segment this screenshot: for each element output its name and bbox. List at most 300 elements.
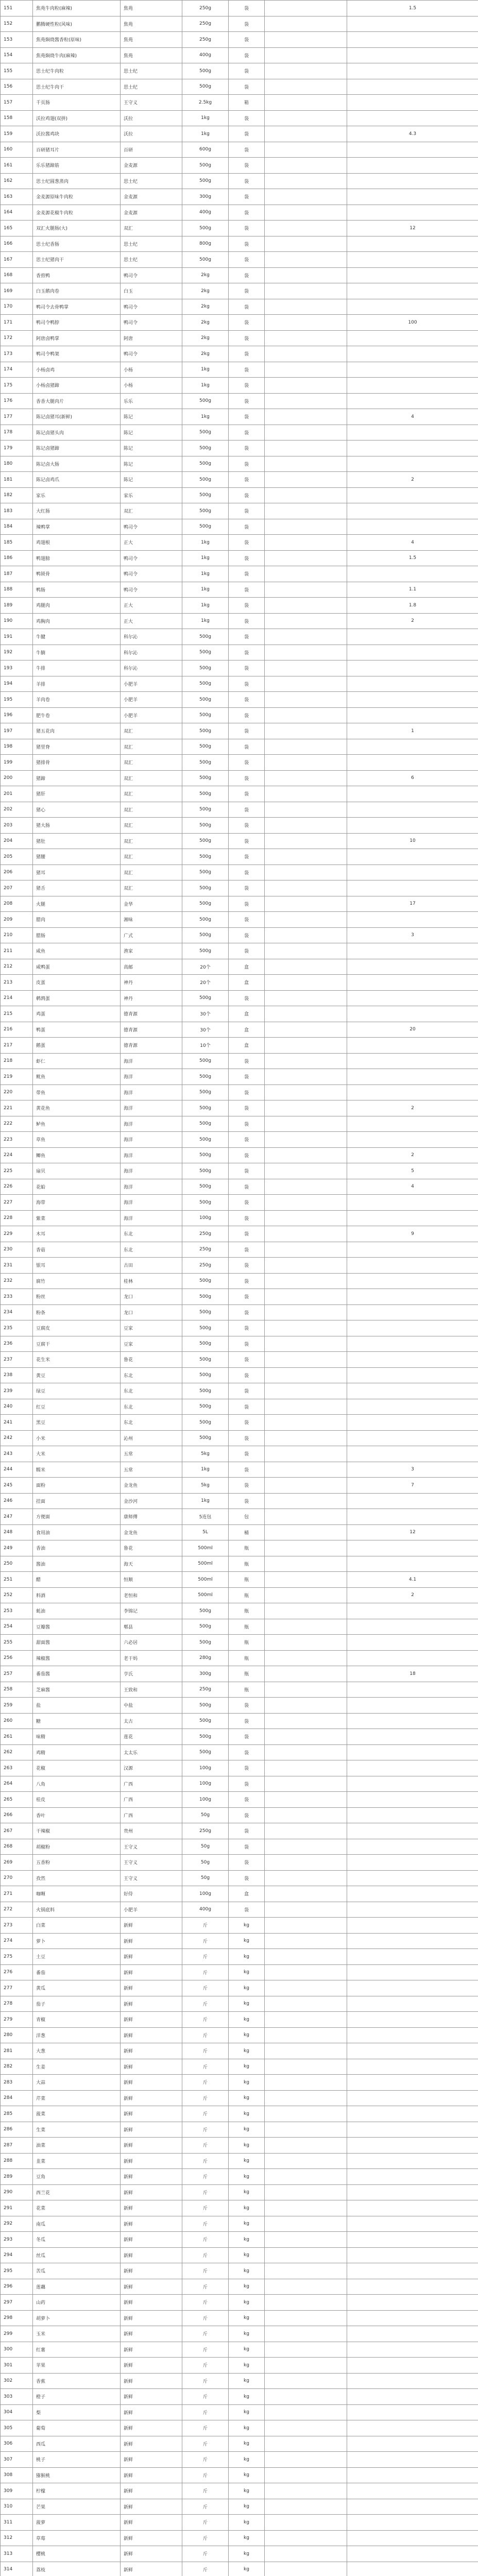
item-qty [265, 79, 347, 95]
item-brand: 新鲜 [121, 2310, 182, 2326]
table-row [1, 1996, 478, 2012]
item-qty [265, 770, 347, 786]
item-unit: 箱 [229, 95, 265, 111]
row-number: 298 [1, 2310, 33, 2326]
row-number: 188 [1, 582, 33, 598]
item-note: 12 [347, 221, 478, 236]
item-brand: 金麦源 [121, 205, 182, 221]
item-spec: 2kg [182, 346, 229, 362]
item-unit: 袋 [229, 158, 265, 174]
item-note [347, 1619, 478, 1635]
item-qty [265, 2452, 347, 2468]
table-row [1, 16, 478, 32]
item-note [347, 189, 478, 205]
row-number: 308 [1, 2467, 33, 2483]
item-name: 西兰花 [33, 2184, 121, 2200]
item-qty [265, 676, 347, 692]
item-name: 银耳 [33, 1258, 121, 1274]
item-spec: 500g [182, 158, 229, 174]
item-brand: 太古 [121, 1713, 182, 1729]
item-brand: 家乐 [121, 487, 182, 503]
item-spec: 280g [182, 1650, 229, 1666]
item-spec: 斤 [182, 2420, 229, 2436]
item-unit: kg [229, 2247, 265, 2263]
item-qty [265, 2483, 347, 2499]
item-brand: 新鲜 [121, 2515, 182, 2531]
item-name: 南瓜 [33, 2216, 121, 2232]
item-name: 猪腰 [33, 849, 121, 865]
item-qty [265, 2515, 347, 2531]
table-row [1, 425, 478, 440]
table-row [1, 2295, 478, 2311]
item-note [347, 676, 478, 692]
item-qty [265, 1996, 347, 2012]
item-spec: 500g [182, 1383, 229, 1399]
item-note [347, 2263, 478, 2279]
table-row [1, 1415, 478, 1431]
item-name: 冬瓜 [33, 2232, 121, 2248]
item-brand: 新鲜 [121, 2342, 182, 2358]
item-brand: 神丹 [121, 975, 182, 991]
item-qty [265, 409, 347, 425]
item-qty [265, 535, 347, 551]
item-brand: 豆家 [121, 1336, 182, 1352]
table-row [1, 330, 478, 346]
item-brand: 阿唐 [121, 330, 182, 346]
item-brand: 小肥羊 [121, 1902, 182, 1918]
item-name: 鸭司令去骨鸭掌 [33, 299, 121, 315]
item-note: 2 [347, 1100, 478, 1116]
item-unit: kg [229, 2436, 265, 2452]
item-brand: 双汇 [121, 221, 182, 236]
table-row [1, 299, 478, 315]
item-qty [265, 299, 347, 315]
table-row [1, 912, 478, 928]
row-number: 223 [1, 1132, 33, 1148]
item-unit: 袋 [229, 1478, 265, 1494]
item-spec: 50g [182, 1839, 229, 1855]
item-spec: 1kg [182, 110, 229, 126]
item-unit: 瓶 [229, 1635, 265, 1651]
item-note [347, 1635, 478, 1651]
row-number: 260 [1, 1713, 33, 1729]
row-number: 262 [1, 1744, 33, 1760]
table-row [1, 1493, 478, 1509]
item-qty [265, 267, 347, 283]
table-row [1, 786, 478, 802]
item-spec: 500g [182, 755, 229, 771]
item-unit: 袋 [229, 629, 265, 645]
item-note: 2 [347, 1587, 478, 1603]
table-row [1, 1823, 478, 1839]
item-qty [265, 645, 347, 660]
table-row [1, 1478, 478, 1494]
table-row [1, 393, 478, 409]
item-spec: 500g [182, 802, 229, 818]
table-row [1, 1446, 478, 1462]
item-unit: 袋 [229, 1462, 265, 1478]
item-name: 猪蹄 [33, 770, 121, 786]
row-number: 167 [1, 252, 33, 268]
item-brand: 双汇 [121, 786, 182, 802]
table-row [1, 32, 478, 48]
item-brand: 恒顺 [121, 1572, 182, 1588]
item-name: 鹌鹑蛋 [33, 990, 121, 1006]
item-qty [265, 1839, 347, 1855]
item-spec: 斤 [182, 2043, 229, 2059]
table-row [1, 1258, 478, 1274]
row-number: 291 [1, 2200, 33, 2216]
item-spec: 250g [182, 32, 229, 48]
row-number: 192 [1, 645, 33, 660]
item-spec: 500g [182, 1399, 229, 1415]
item-qty [265, 1666, 347, 1682]
item-name: 鸡蛋 [33, 1006, 121, 1022]
item-spec: 斤 [182, 2106, 229, 2122]
table-row [1, 880, 478, 896]
item-spec: 500g [182, 173, 229, 189]
table-row [1, 189, 478, 205]
item-unit: kg [229, 2310, 265, 2326]
item-brand: 新鲜 [121, 2012, 182, 2028]
table-row [1, 1226, 478, 1242]
item-qty [265, 1430, 347, 1446]
item-spec: 500g [182, 1619, 229, 1635]
item-spec: 500g [182, 1069, 229, 1085]
item-name: 肥牛卷 [33, 707, 121, 723]
item-unit: 袋 [229, 126, 265, 142]
item-qty [265, 1933, 347, 1949]
item-name: 八角 [33, 1776, 121, 1792]
item-qty [265, 1242, 347, 1258]
item-name: 鹏腾硬性粒(风味) [33, 16, 121, 32]
item-note [347, 2515, 478, 2531]
item-brand: 新鲜 [121, 2106, 182, 2122]
row-number: 230 [1, 1242, 33, 1258]
row-number: 270 [1, 1870, 33, 1886]
row-number: 253 [1, 1603, 33, 1619]
item-brand: 双汇 [121, 802, 182, 818]
item-brand: 海洋 [121, 1100, 182, 1116]
item-qty [265, 660, 347, 676]
item-qty [265, 1116, 347, 1132]
item-spec: 斤 [182, 2153, 229, 2169]
item-qty [265, 1572, 347, 1588]
item-qty [265, 2232, 347, 2248]
row-number: 292 [1, 2216, 33, 2232]
row-number: 304 [1, 2404, 33, 2420]
table-row [1, 629, 478, 645]
item-unit: 袋 [229, 1415, 265, 1431]
item-note [347, 943, 478, 959]
table-row [1, 487, 478, 503]
item-name: 鱿鱼 [33, 1069, 121, 1085]
item-note [347, 707, 478, 723]
item-note [347, 2295, 478, 2311]
item-note [347, 205, 478, 221]
item-spec: 500g [182, 1304, 229, 1320]
item-note [347, 2027, 478, 2043]
item-spec: 100g [182, 1886, 229, 1902]
row-number: 196 [1, 707, 33, 723]
item-qty [265, 2499, 347, 2515]
item-brand: 王守义 [121, 95, 182, 111]
row-number: 205 [1, 849, 33, 865]
item-name: 木耳 [33, 1226, 121, 1242]
item-brand: 鸭司令 [121, 566, 182, 582]
item-qty [265, 1855, 347, 1871]
row-number: 240 [1, 1399, 33, 1415]
row-number: 305 [1, 2420, 33, 2436]
item-name: 苦瓜 [33, 2263, 121, 2279]
row-number: 261 [1, 1729, 33, 1745]
item-spec: 斤 [182, 2546, 229, 2562]
item-note: 4.3 [347, 126, 478, 142]
item-brand: 新鲜 [121, 2373, 182, 2389]
item-unit: 袋 [229, 849, 265, 865]
row-number: 169 [1, 283, 33, 299]
table-row [1, 221, 478, 236]
item-spec: 800g [182, 236, 229, 252]
item-spec: 500g [182, 943, 229, 959]
item-name: 火腿 [33, 896, 121, 912]
table-row [1, 1964, 478, 1980]
item-name: 荔枝 [33, 2562, 121, 2576]
item-name: 孜然 [33, 1870, 121, 1886]
item-spec: 500g [182, 503, 229, 519]
item-brand: 小肥羊 [121, 707, 182, 723]
item-name: 腊肉 [33, 912, 121, 928]
item-name: 紫菜 [33, 1210, 121, 1226]
table-row [1, 1352, 478, 1368]
row-number: 259 [1, 1698, 33, 1714]
item-unit: kg [229, 2515, 265, 2531]
row-number: 222 [1, 1116, 33, 1132]
item-qty [265, 1163, 347, 1179]
item-brand: 小肥羊 [121, 692, 182, 708]
item-qty [265, 519, 347, 535]
table-row [1, 1116, 478, 1132]
table-row [1, 755, 478, 771]
item-qty [265, 566, 347, 582]
item-name: 山药 [33, 2295, 121, 2311]
item-unit: 包 [229, 1509, 265, 1525]
item-spec: 斤 [182, 1996, 229, 2012]
table-row [1, 2358, 478, 2374]
item-note [347, 1509, 478, 1525]
table-row [1, 676, 478, 692]
table-row [1, 598, 478, 614]
item-note [347, 1320, 478, 1336]
item-name: 芒果 [33, 2499, 121, 2515]
table-row [1, 1195, 478, 1211]
row-number: 282 [1, 2059, 33, 2075]
table-row [1, 2310, 478, 2326]
item-spec: 斤 [182, 2059, 229, 2075]
item-spec: 500g [182, 1179, 229, 1195]
item-brand: 海洋 [121, 1084, 182, 1100]
item-note [347, 487, 478, 503]
item-spec: 5L [182, 1524, 229, 1540]
row-number: 152 [1, 16, 33, 32]
row-number: 229 [1, 1226, 33, 1242]
table-row [1, 1242, 478, 1258]
table-row [1, 833, 478, 849]
row-number: 290 [1, 2184, 33, 2200]
item-unit: 盒 [229, 975, 265, 991]
item-note: 2 [347, 613, 478, 629]
item-spec: 斤 [182, 2499, 229, 2515]
item-spec: 500g [182, 1147, 229, 1163]
item-unit: 袋 [229, 613, 265, 629]
item-unit: kg [229, 2530, 265, 2546]
item-qty [265, 2169, 347, 2185]
item-note [347, 1902, 478, 1918]
item-qty [265, 849, 347, 865]
item-spec: 500g [182, 1100, 229, 1116]
row-number: 181 [1, 472, 33, 488]
item-qty [265, 1713, 347, 1729]
item-spec: 250g [182, 1226, 229, 1242]
item-qty [265, 1336, 347, 1352]
item-brand: 新鲜 [121, 2263, 182, 2279]
row-number: 294 [1, 2247, 33, 2263]
item-name: 火锅底料 [33, 1902, 121, 1918]
table-row [1, 1980, 478, 1996]
item-note: 3 [347, 1462, 478, 1478]
row-number: 241 [1, 1415, 33, 1431]
item-name: 豆腐干 [33, 1336, 121, 1352]
table-row [1, 2169, 478, 2185]
item-brand: 思士纪 [121, 63, 182, 79]
item-unit: kg [229, 2200, 265, 2216]
table-row [1, 1635, 478, 1651]
item-note [347, 1446, 478, 1462]
item-spec: 斤 [182, 2247, 229, 2263]
item-unit: 袋 [229, 1399, 265, 1415]
item-qty [265, 2012, 347, 2028]
item-name: 鸡胸肉 [33, 613, 121, 629]
table-row [1, 849, 478, 865]
table-row [1, 1918, 478, 1934]
item-spec: 斤 [182, 2216, 229, 2232]
item-brand: 思士纪 [121, 173, 182, 189]
table-row [1, 1776, 478, 1792]
item-unit: 袋 [229, 818, 265, 834]
table-row [1, 692, 478, 708]
item-note [347, 2452, 478, 2468]
item-unit: 袋 [229, 865, 265, 880]
table-row [1, 252, 478, 268]
table-row [1, 110, 478, 126]
item-brand: 焦苑 [121, 47, 182, 63]
item-name: 红薯 [33, 2342, 121, 2358]
item-qty [265, 1918, 347, 1934]
item-unit: kg [229, 1949, 265, 1965]
item-note: 6 [347, 770, 478, 786]
item-name: 胡椒粉 [33, 1839, 121, 1855]
table-row [1, 802, 478, 818]
item-unit: 袋 [229, 1902, 265, 1918]
item-qty [265, 47, 347, 63]
item-unit: 袋 [229, 189, 265, 205]
item-name: 粉条 [33, 1304, 121, 1320]
item-brand: 鸭司令 [121, 582, 182, 598]
item-unit: 盒 [229, 1022, 265, 1038]
item-brand: 德青源 [121, 1006, 182, 1022]
item-spec: 斤 [182, 1949, 229, 1965]
item-name: 咸鸭蛋 [33, 959, 121, 975]
item-unit: 袋 [229, 1352, 265, 1368]
item-spec: 500g [182, 1289, 229, 1305]
item-note [347, 1556, 478, 1572]
item-name: 生菜 [33, 2122, 121, 2138]
item-qty [265, 1210, 347, 1226]
item-spec: 2kg [182, 299, 229, 315]
item-name: 辣鸭掌 [33, 519, 121, 535]
item-name: 酱油 [33, 1556, 121, 1572]
item-name: 韭菜 [33, 2153, 121, 2169]
item-unit: 袋 [229, 1792, 265, 1808]
table-row [1, 1572, 478, 1588]
item-name: 皮蛋 [33, 975, 121, 991]
item-unit: kg [229, 2263, 265, 2279]
item-note [347, 2342, 478, 2358]
item-note [347, 2059, 478, 2075]
item-qty [265, 1069, 347, 1085]
item-brand: 东北 [121, 1399, 182, 1415]
item-qty [265, 723, 347, 739]
row-number: 175 [1, 378, 33, 394]
item-brand: 新鲜 [121, 2389, 182, 2405]
item-name: 鸭翅膀 [33, 550, 121, 566]
item-spec: 500g [182, 739, 229, 755]
item-unit: 袋 [229, 1, 265, 16]
row-number: 307 [1, 2452, 33, 2468]
item-spec: 400g [182, 47, 229, 63]
table-row [1, 346, 478, 362]
table-row [1, 1179, 478, 1195]
item-unit: 袋 [229, 1698, 265, 1714]
table-row [1, 2436, 478, 2452]
row-number: 285 [1, 2106, 33, 2122]
item-brand: 新鲜 [121, 2232, 182, 2248]
item-spec: 1kg [182, 1493, 229, 1509]
item-spec: 斤 [182, 2075, 229, 2091]
row-number: 311 [1, 2515, 33, 2531]
item-unit: 袋 [229, 1053, 265, 1069]
item-brand: 好侍 [121, 1886, 182, 1902]
table-row [1, 1666, 478, 1682]
row-number: 198 [1, 739, 33, 755]
item-note: 100 [347, 315, 478, 331]
item-note [347, 1996, 478, 2012]
row-number: 202 [1, 802, 33, 818]
row-number: 266 [1, 1807, 33, 1823]
item-spec: 斤 [182, 2530, 229, 2546]
table-row [1, 2075, 478, 2091]
item-spec: 500ml [182, 1572, 229, 1588]
table-row [1, 1729, 478, 1745]
row-number: 280 [1, 2027, 33, 2043]
item-qty [265, 221, 347, 236]
item-brand: 新鲜 [121, 2153, 182, 2169]
item-spec: 500g [182, 660, 229, 676]
item-name: 小杨卤猪蹄 [33, 378, 121, 394]
item-name: 草鱼 [33, 1132, 121, 1148]
item-unit: 瓶 [229, 1682, 265, 1698]
item-spec: 500g [182, 456, 229, 472]
